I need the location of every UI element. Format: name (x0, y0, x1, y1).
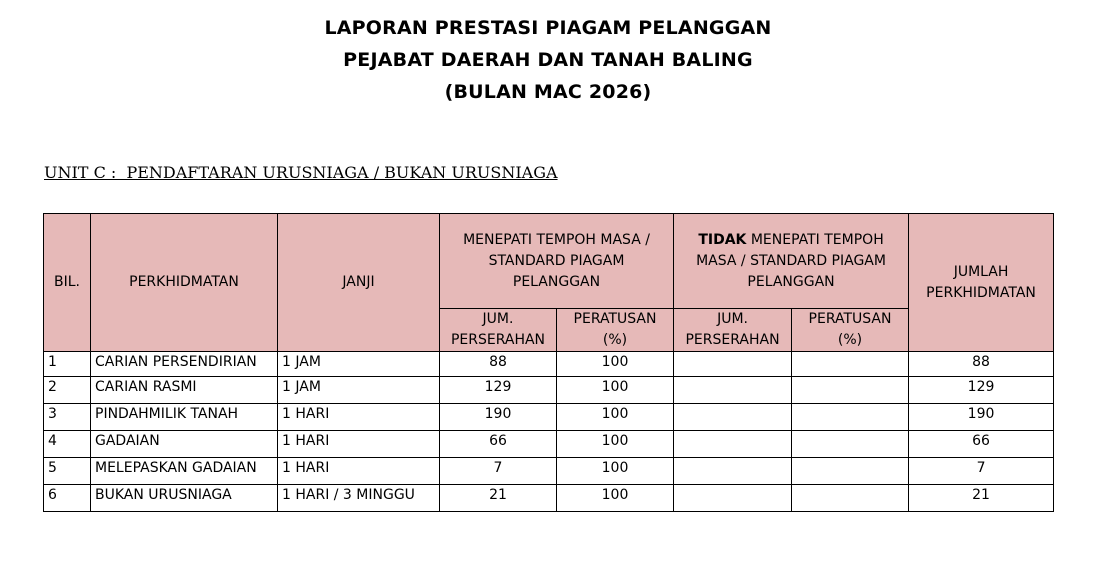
cell-jumlah: 66 (909, 431, 1054, 458)
cell-perkhidmatan: MELEPASKAN GADAIAN (91, 458, 278, 485)
cell-peratus-menepati: 100 (557, 485, 674, 512)
cell-jum-menepati: 129 (440, 377, 557, 404)
cell-jum-tidak (674, 485, 792, 512)
cell-jum-tidak (674, 377, 792, 404)
tidak-rest-text: MENEPATI TEMPOH MASA / STANDARD PIAGAM PELANGGAN (696, 231, 886, 290)
table-row (44, 404, 1054, 431)
table-row (44, 431, 1054, 458)
tidak-emphasis: TIDAK (698, 231, 747, 248)
cell-jumlah: 190 (909, 404, 1054, 431)
cell-jum-menepati: 7 (440, 458, 557, 485)
cell-janji: 1 HARI (278, 458, 440, 485)
cell-bil: 5 (44, 458, 91, 485)
cell-jum-tidak (674, 352, 792, 377)
cell-peratus-tidak (792, 404, 909, 431)
cell-perkhidmatan: CARIAN RASMI (91, 377, 278, 404)
cell-janji: 1 JAM (278, 352, 440, 377)
cell-perkhidmatan: CARIAN PERSENDIRIAN (91, 352, 278, 377)
cell-peratus-tidak (792, 352, 909, 377)
cell-jum-tidak (674, 431, 792, 458)
performance-table (43, 213, 1054, 512)
cell-perkhidmatan: BUKAN URUSNIAGA (91, 485, 278, 512)
col-header-janji: JANJI (278, 214, 440, 352)
col-header-perkhidmatan: PERKHIDMATAN (91, 214, 278, 352)
table-row (44, 458, 1054, 485)
col-header-tidak-menepati (674, 214, 909, 309)
report-title: LAPORAN PRESTASI PIAGAM PELANGGAN (324, 17, 772, 39)
col-header-bil: BIL. (44, 214, 91, 352)
cell-jumlah: 21 (909, 485, 1054, 512)
cell-peratus-menepati: 100 (557, 377, 674, 404)
cell-bil: 6 (44, 485, 91, 512)
cell-janji: 1 HARI (278, 404, 440, 431)
cell-jum-tidak (674, 404, 792, 431)
cell-janji: 1 JAM (278, 377, 440, 404)
office-name: PEJABAT DAERAH DAN TANAH BALING (343, 49, 753, 71)
table-row (44, 377, 1054, 404)
cell-jumlah: 7 (909, 458, 1054, 485)
cell-peratus-menepati: 100 (557, 404, 674, 431)
cell-jum-menepati: 21 (440, 485, 557, 512)
cell-perkhidmatan: GADAIAN (91, 431, 278, 458)
unit-heading: UNIT C : PENDAFTARAN URUSNIAGA / BUKAN URUSNIAGA (44, 163, 558, 182)
cell-bil: 2 (44, 377, 91, 404)
cell-peratus-menepati: 100 (557, 431, 674, 458)
table-row (44, 485, 1054, 512)
cell-peratus-tidak (792, 485, 909, 512)
cell-bil: 1 (44, 352, 91, 377)
cell-bil: 3 (44, 404, 91, 431)
col-header-menepati: MENEPATI TEMPOH MASA / STANDARD PIAGAM PELANGGAN (440, 214, 674, 309)
col-header-jumlah: JUMLAH PERKHIDMATAN (909, 214, 1054, 352)
cell-peratus-tidak (792, 458, 909, 485)
report-period: (BULAN MAC 2026) (444, 81, 652, 103)
cell-jumlah: 129 (909, 377, 1054, 404)
cell-jum-menepati: 66 (440, 431, 557, 458)
cell-jumlah: 88 (909, 352, 1054, 377)
cell-janji: 1 HARI (278, 431, 440, 458)
subheader-peratus-tidak: PERATUSAN (%) (792, 309, 909, 352)
cell-peratus-menepati: 100 (557, 352, 674, 377)
subheader-peratus-menepati: PERATUSAN (%) (557, 309, 674, 352)
cell-janji: 1 HARI / 3 MINGGU (278, 485, 440, 512)
cell-jum-menepati: 190 (440, 404, 557, 431)
cell-perkhidmatan: PINDAHMILIK TANAH (91, 404, 278, 431)
subheader-jum-menepati: JUM. PERSERAHAN (440, 309, 557, 352)
cell-jum-menepati: 88 (440, 352, 557, 377)
table-row (44, 352, 1054, 377)
cell-jum-tidak (674, 458, 792, 485)
report-title-block (0, 12, 1096, 108)
cell-peratus-tidak (792, 377, 909, 404)
cell-peratus-tidak (792, 431, 909, 458)
cell-bil: 4 (44, 431, 91, 458)
cell-peratus-menepati: 100 (557, 458, 674, 485)
subheader-jum-tidak: JUM. PERSERAHAN (674, 309, 792, 352)
